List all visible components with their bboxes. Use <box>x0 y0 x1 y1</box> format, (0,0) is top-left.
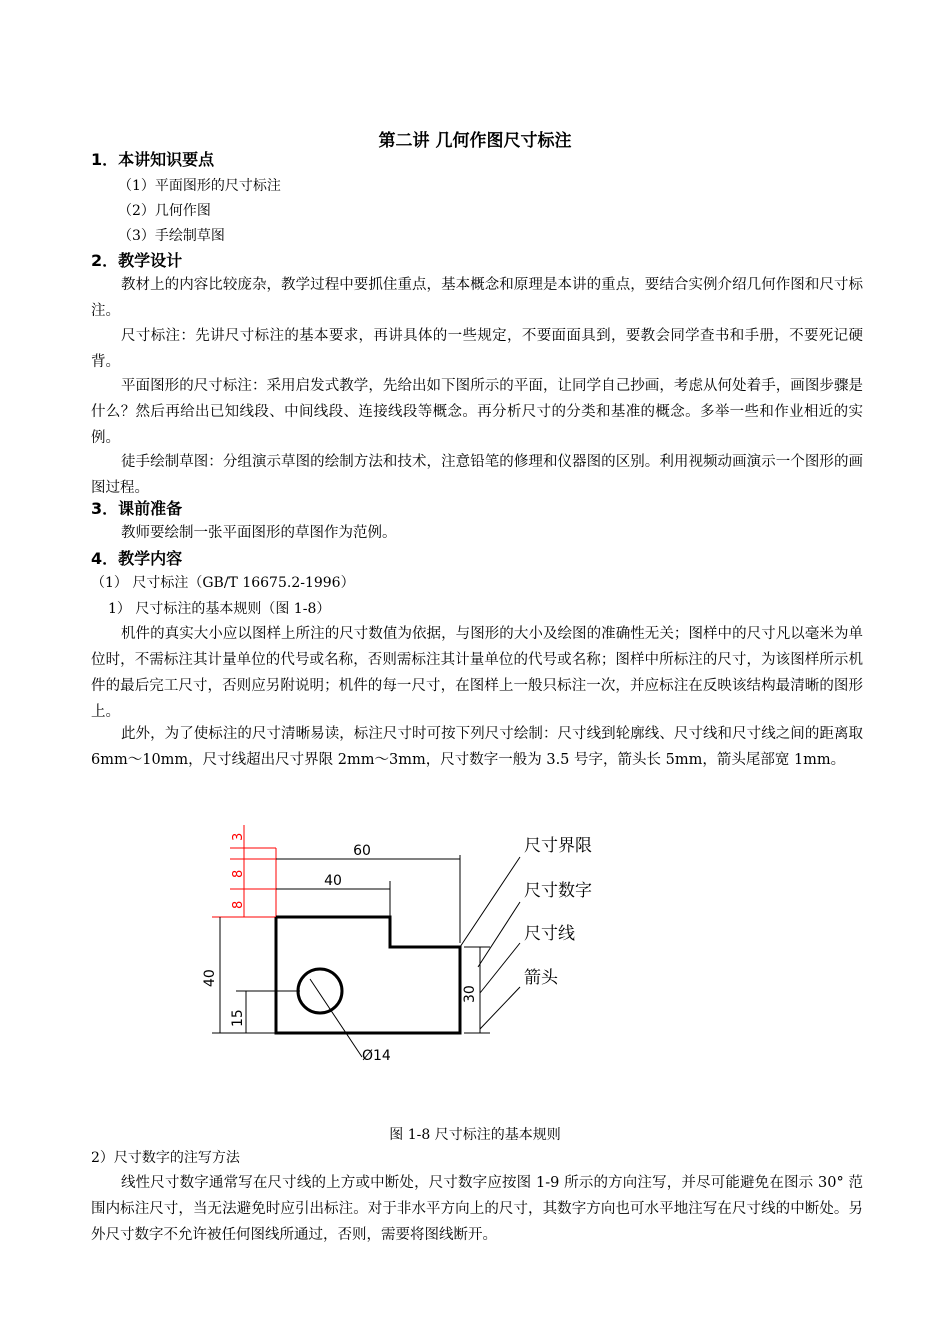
subheading: 1） 尺寸标注的基本规则（图 1-8） <box>108 601 331 617</box>
section-2-heading: 2．教学设计 <box>91 251 183 270</box>
paragraph: 徒手绘制草图：分组演示草图的绘制方法和技术，注意铅笔的修理和仪器图的区别。利用视频动画演示一个图形的画图过程。 <box>91 454 863 496</box>
paragraph: 此外，为了使标注的尺寸清晰易读，标注尺寸时可按下列尺寸绘制：尺寸线到轮廓线、尺寸线和尺寸线之间的距离取 6mm～10mm，尺寸线超出尺寸界限 2mm～3mm，尺寸数字一般为 3.5 号字，箭头长 5mm，箭头尾部宽 1mm。 <box>91 726 863 768</box>
paragraph: 线性尺寸数字通常写在尺寸线的上方或中断处，尺寸数字应按图 1-9 所示的方向注写，并尽可能避免在图示 30° 范围内标注尺寸，当无法避免时应引出标注。对于非水平方向上的尺寸，其数字方向也可水平地注写在尺寸线的中断处。另外尺寸数字不允许被任何图线所通过，否则，需要将图线断开。 <box>91 1175 863 1243</box>
dimension-figure <box>190 815 630 1075</box>
callout-dimension-number: 尺寸数字 <box>524 881 592 901</box>
paragraph: 教师要绘制一张平面图形的草图作为范例。 <box>121 525 397 541</box>
dim-8a-label: 8 <box>231 869 246 878</box>
list-item: （2）几何作图 <box>118 203 211 219</box>
subheading: （1） 尺寸标注（GB/T 16675.2-1996） <box>91 575 355 591</box>
dim-15-label: 15 <box>230 1009 246 1027</box>
dim-40v-label: 40 <box>202 969 218 987</box>
callout-extension-line: 尺寸界限 <box>524 836 592 856</box>
part-outline <box>276 917 460 1033</box>
section-3-heading: 3．课前准备 <box>91 499 183 518</box>
dim-8b-label: 8 <box>231 900 246 909</box>
page-title: 第二讲 几何作图尺寸标注 <box>378 131 572 151</box>
paragraph: 机件的真实大小应以图样上所注的尺寸数值为依据，与图形的大小及绘图的准确性无关；图样中的尺寸凡以毫米为单位时，不需标注其计量单位的代号或名称，否则需标注其计量单位的代号或名称；图样中所标注的尺寸，为该图样所示机件的最后完工尺寸，否则应另附说明；机件的每一尺寸，在图样上一般只标注一次，并应标注在反映该结构最清晰的图形上。 <box>91 626 863 720</box>
dim-30-label: 30 <box>462 985 478 1003</box>
paragraph: 尺寸标注：先讲尺寸标注的基本要求，再讲具体的一些规定，不要面面具到，要教会同学查书和手册，不要死记硬背。 <box>91 328 863 370</box>
list-item: （1）平面图形的尺寸标注 <box>118 178 281 194</box>
paragraph: 教材上的内容比较庞杂，教学过程中要抓住重点，基本概念和原理是本讲的重点，要结合实例介绍几何作图和尺寸标注。 <box>91 277 863 319</box>
dim-3-label: 3 <box>231 832 246 841</box>
section-1-heading: 1．本讲知识要点 <box>91 150 215 169</box>
paragraph: 平面图形的尺寸标注：采用启发式教学，先给出如下图所示的平面，让同学自己抄画，考虑从何处着手，画图步骤是什么？然后再给出已知线段、中间线段、连接线段等概念。再分析尺寸的分类和基准的概念。多举一些和作业相近的实例。 <box>91 378 863 446</box>
subheading: 2）尺寸数字的注写方法 <box>91 1150 240 1166</box>
list-item: （3）手绘制草图 <box>118 228 225 244</box>
callout-arrow: 箭头 <box>524 968 558 988</box>
figure-caption: 图 1-8 尺寸标注的基本规则 <box>389 1127 561 1143</box>
dimension-lines <box>212 855 490 1057</box>
dim-60-label: 60 <box>353 843 371 859</box>
section-4-heading: 4．教学内容 <box>91 549 183 568</box>
callout-dimension-line: 尺寸线 <box>524 924 575 944</box>
dim-14-label: Ø14 <box>362 1048 391 1064</box>
dim-40-label: 40 <box>324 873 342 889</box>
